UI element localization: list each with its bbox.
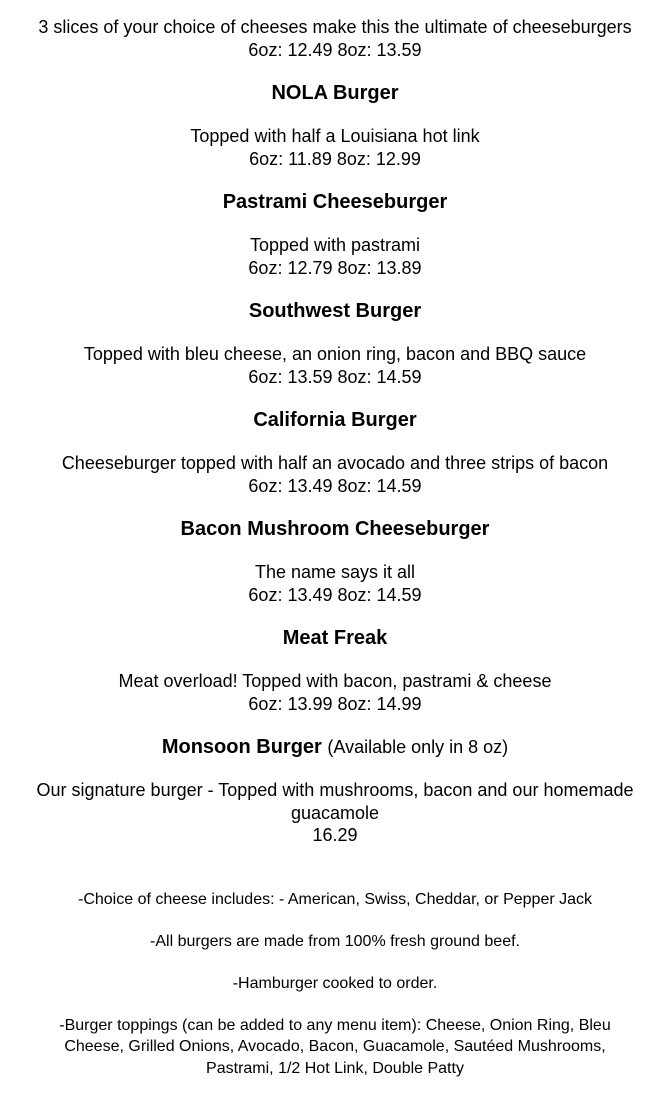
item-price: 6oz: 13.59 8oz: 14.59: [248, 366, 422, 387]
menu-item-monsoon-burger: [0, 735, 670, 847]
item-description: Meat overload! Topped with bacon, pastrami & cheese: [118, 671, 552, 691]
menu-item-nola-burger: [0, 81, 670, 170]
menu-notes: [0, 889, 670, 1080]
note-cheese-choice: -Choice of cheese includes: - American, Swiss, Cheddar, or Pepper Jack: [77, 890, 593, 908]
item-price: 6oz: 13.49 8oz: 14.59: [248, 584, 422, 605]
availability-note: (Available only in 8 oz): [327, 737, 509, 757]
note-toppings: -Burger toppings (can be added to any menu item): Cheese, Onion Ring, Bleu Cheese, Grilled Onions, Avocado, Bacon, Guacamole, Sautéed Mushrooms, Pastrami, 1/2 Hot Link, Double Patty: [59, 1016, 611, 1077]
item-description: 3 slices of your choice of cheeses make this the ultimate of cheeseburgers: [38, 17, 632, 37]
item-name: Monsoon Burger: [161, 736, 322, 758]
item-price: 6oz: 13.49 8oz: 14.59: [248, 475, 422, 496]
menu-item-california-burger: [0, 408, 670, 497]
item-title: [0, 735, 670, 759]
item-description: The name says it all: [254, 562, 416, 582]
item-title: California Burger: [253, 409, 417, 431]
item-title: Pastrami Cheeseburger: [222, 191, 448, 213]
item-title: Bacon Mushroom Cheeseburger: [180, 518, 490, 540]
item-price: 6oz: 13.99 8oz: 14.99: [248, 693, 422, 714]
item-title: Meat Freak: [282, 627, 388, 649]
menu-item-southwest-burger: [0, 299, 670, 388]
menu-item-pastrami-cheeseburger: [0, 190, 670, 279]
menu-item-meat-freak: [0, 626, 670, 715]
note-cooked-to-order: -Hamburger cooked to order.: [232, 974, 438, 992]
note-fresh-beef: -All burgers are made from 100% fresh ground beef.: [150, 932, 520, 950]
item-description: Cheeseburger topped with half an avocado and three strips of bacon: [61, 453, 609, 473]
item-title: Southwest Burger: [248, 300, 422, 322]
item-price: 6oz: 12.49 8oz: 13.59: [248, 39, 422, 60]
cheeseburger-item: [0, 0, 670, 61]
item-title: NOLA Burger: [271, 82, 399, 104]
item-description: Our signature burger - Topped with mushrooms, bacon and our homemade guacamole: [36, 780, 634, 823]
item-description: Topped with bleu cheese, an onion ring, bacon and BBQ sauce: [83, 344, 587, 364]
item-description: Topped with half a Louisiana hot link: [190, 126, 480, 146]
item-description: Topped with pastrami: [249, 235, 421, 255]
item-price: 6oz: 12.79 8oz: 13.89: [248, 257, 422, 278]
menu-item-bacon-mushroom-cheeseburger: [0, 517, 670, 606]
item-price: 16.29: [312, 825, 358, 845]
item-price: 6oz: 11.89 8oz: 12.99: [249, 148, 421, 169]
